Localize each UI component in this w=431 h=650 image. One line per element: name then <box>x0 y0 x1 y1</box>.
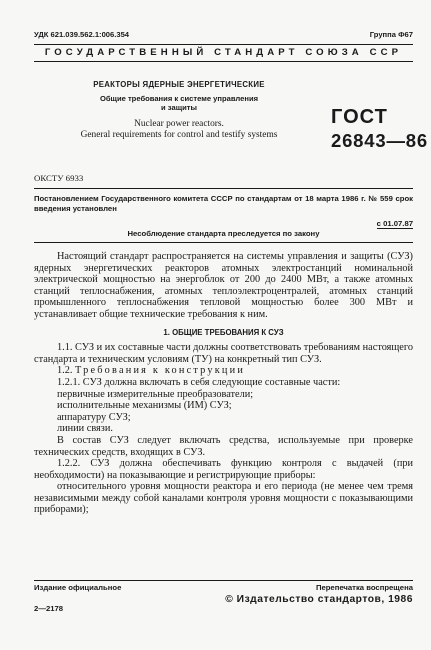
divider <box>34 242 413 243</box>
copyright: © Издательство стандартов, 1986 <box>225 594 413 605</box>
paragraph-1-2-number: 1.2. <box>57 365 73 377</box>
paragraph-1-2-heading: Требования к конструкции <box>75 365 246 377</box>
reprint-notice: Перепечатка воспрещена <box>315 583 413 592</box>
title-ru-main: РЕАКТОРЫ ЯДЕРНЫЕ ЭНЕРГЕТИЧЕСКИЕ <box>93 80 265 89</box>
section-title: 1. ОБЩИЕ ТРЕБОВАНИЯ К СУЗ <box>163 327 284 337</box>
effective-date: с 01.07.87 <box>376 219 413 228</box>
gost-number: 26843—86 <box>331 130 428 151</box>
okstu-code: ОКСТУ 6933 <box>34 173 84 183</box>
title-ru-sub-line2: и защиты <box>161 103 197 113</box>
list-item: исполнительные механизмы (ИМ) СУЗ; <box>57 400 232 412</box>
document-body <box>34 251 413 516</box>
title-en <box>34 119 324 142</box>
list-item: линии связи. <box>57 423 113 435</box>
law-notice: Несоблюдение стандарта преследуется по закону <box>127 229 320 238</box>
intro-paragraph: Настоящий стандарт распространяется на системы управления и защиты (СУЗ) ядерных энергетических реакторов атомных электростанций номинальной электрической мощностью на энергоблок от 200 до 2400 МВт, а также атомных станций теплоснабжения, атомных теплоэлектроцентралей, атомных станций промышленного теплоснабжения тепловой мощностью более 300 МВт и устанавливает общие технические требования к ним. <box>34 251 413 320</box>
gost-designation <box>331 106 428 152</box>
footer-divider <box>34 580 413 581</box>
title-ru-sub-line1: Общие требования к системе управления <box>99 94 259 103</box>
paragraph-1-1: 1.1. СУЗ и их составные части должны соответствовать требованиям настоящего стандарта и техническим условиям (ТУ) на конкретный тип СУЗ. <box>34 342 413 365</box>
group-code: Группа Ф67 <box>369 30 413 39</box>
list-item: первичные измерительные преобразователи; <box>57 388 254 400</box>
paragraph-1-2 <box>34 365 413 377</box>
paragraph-1-2-1: 1.2.1. СУЗ должна включать в себя следующие составные части: <box>57 376 341 388</box>
standard-banner: ГОСУДАРСТВЕННЫЙ СТАНДАРТ СОЮЗА ССР <box>34 44 413 62</box>
official-edition: Издание официальное <box>34 583 122 592</box>
gost-label: ГОСТ <box>331 106 388 128</box>
title-ru-sub <box>34 94 324 113</box>
decree-text: Постановлением Государственного комитета СССР по стандартам от 18 марта 1986 г. № 559 срок введения установлен <box>34 194 413 214</box>
top-line <box>34 30 413 39</box>
divider <box>34 188 413 189</box>
title-block <box>34 80 324 142</box>
composition-paragraph: В состав СУЗ следует включать средства, используемые при проверке технических средств, входящих в СУЗ. <box>34 434 413 458</box>
paragraph-1-2-2: 1.2.2. СУЗ должна обеспечивать функцию контроля с выдачей (при необходимости) на показывающие и регистрирующие приборы: <box>34 458 413 481</box>
udk-code: УДК 621.039.562.1:006.354 <box>34 30 130 39</box>
relative-level-paragraph: относительного уровня мощности реактора и его периода (не менее чем тремя независимыми между собой каналами контроля уровня мощности с показывающими приборами); <box>34 481 413 516</box>
list-item: аппаратуру СУЗ; <box>57 411 131 423</box>
title-en-line2: General requirements for control and testify systems <box>80 130 278 141</box>
page-code: 2—2178 <box>34 604 64 613</box>
title-en-line1: Nuclear power reactors. <box>134 118 224 129</box>
